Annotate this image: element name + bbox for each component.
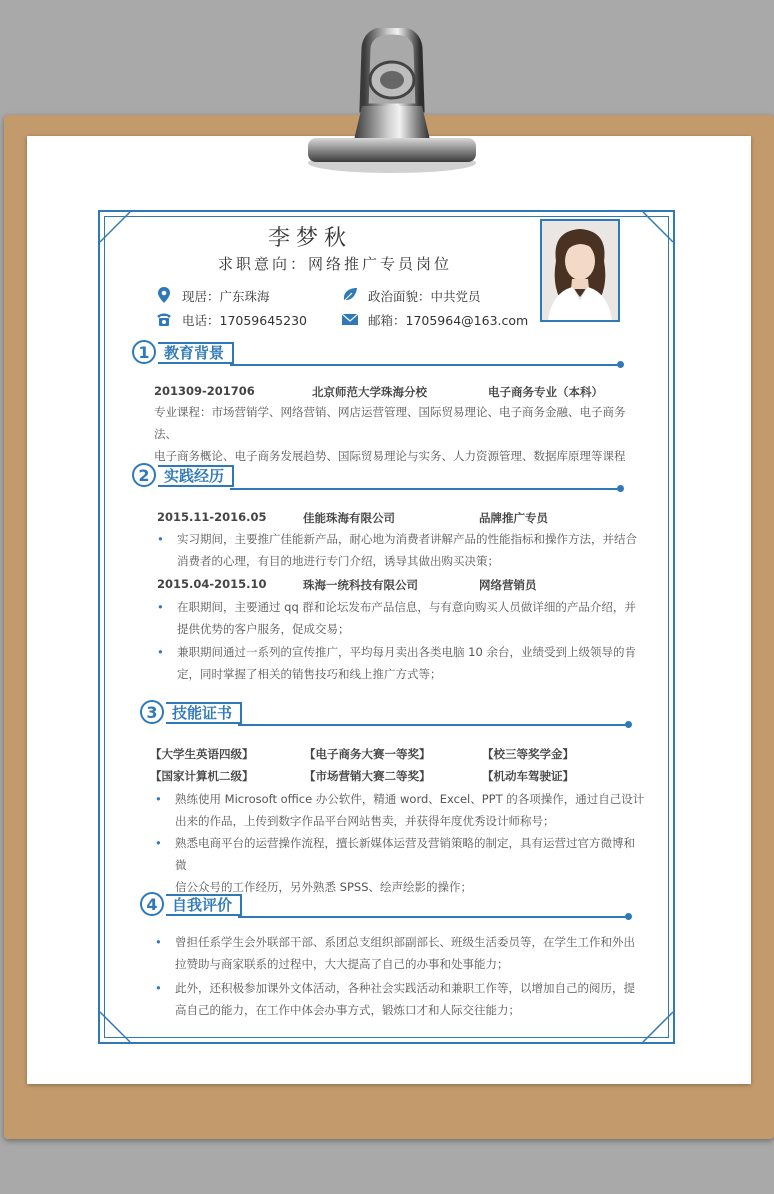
- section-title: 技能证书: [166, 702, 242, 724]
- section-number: 3: [140, 700, 164, 724]
- location-pin-icon: [156, 287, 172, 303]
- candidate-name: 李梦秋: [267, 226, 352, 251]
- job-company: 佳能珠海有限公司: [303, 511, 395, 525]
- section-number: 2: [132, 463, 156, 487]
- divider-dot: [617, 485, 624, 492]
- telephone-icon: [156, 311, 172, 327]
- cert-item: 【大学生英语四级】: [150, 747, 254, 761]
- job-date: 2015.11-2016.05: [157, 510, 267, 524]
- education-date: 201309-201706: [154, 384, 255, 398]
- divider-dot: [625, 721, 632, 728]
- education-row: [154, 384, 634, 400]
- cert-row: [150, 768, 620, 784]
- job-row: [157, 577, 627, 593]
- corner-ornament: [637, 1006, 673, 1042]
- envelope-icon: [342, 311, 358, 327]
- corner-ornament: [100, 1006, 136, 1042]
- divider-dot: [625, 913, 632, 920]
- section-divider: [230, 364, 620, 366]
- section-number: 4: [140, 892, 164, 916]
- cert-item: 【市场营销大赛二等奖】: [304, 769, 431, 783]
- job-objective: 求职意向：网络推广专员岗位: [217, 255, 452, 273]
- section-title: 自我评价: [166, 894, 242, 916]
- section-title: 教育背景: [158, 342, 234, 364]
- section-divider: [238, 724, 628, 726]
- section-divider: [230, 488, 620, 490]
- divider-dot: [617, 361, 624, 368]
- job-date: 2015.04-2015.10: [157, 577, 267, 591]
- cert-item: 【机动车驾驶证】: [482, 769, 574, 783]
- section-divider: [238, 916, 628, 918]
- education-major: 电子商务专业（本科）: [488, 385, 603, 399]
- education-courses: 专业课程：市场营销学、网络营销、网店运营管理、国际贸易理论、电子商务金融、电子商务法、 电子商务概论、电子商务发展趋势、国际贸易理论与实务、人力资源管理、数据库原理等课程: [154, 405, 626, 463]
- cert-row: [150, 746, 620, 762]
- leaf-icon: [342, 287, 358, 303]
- job-row: [157, 510, 627, 526]
- section-title: 实践经历: [158, 465, 234, 487]
- job-company: 珠海一统科技有限公司: [303, 578, 418, 592]
- job-role: 品牌推广专员: [479, 511, 548, 525]
- education-school: 北京师范大学珠海分校: [312, 385, 427, 399]
- profile-photo: [540, 219, 620, 322]
- section-number: 1: [132, 340, 156, 364]
- corner-ornament: [637, 212, 673, 248]
- cert-item: 【校三等奖学金】: [482, 747, 574, 761]
- corner-ornament: [100, 212, 136, 248]
- cert-item: 【电子商务大赛一等奖】: [304, 747, 431, 761]
- job-role: 网络营销员: [479, 578, 537, 592]
- binder-clip-icon: [308, 28, 476, 176]
- cert-item: 【国家计算机二级】: [150, 769, 254, 783]
